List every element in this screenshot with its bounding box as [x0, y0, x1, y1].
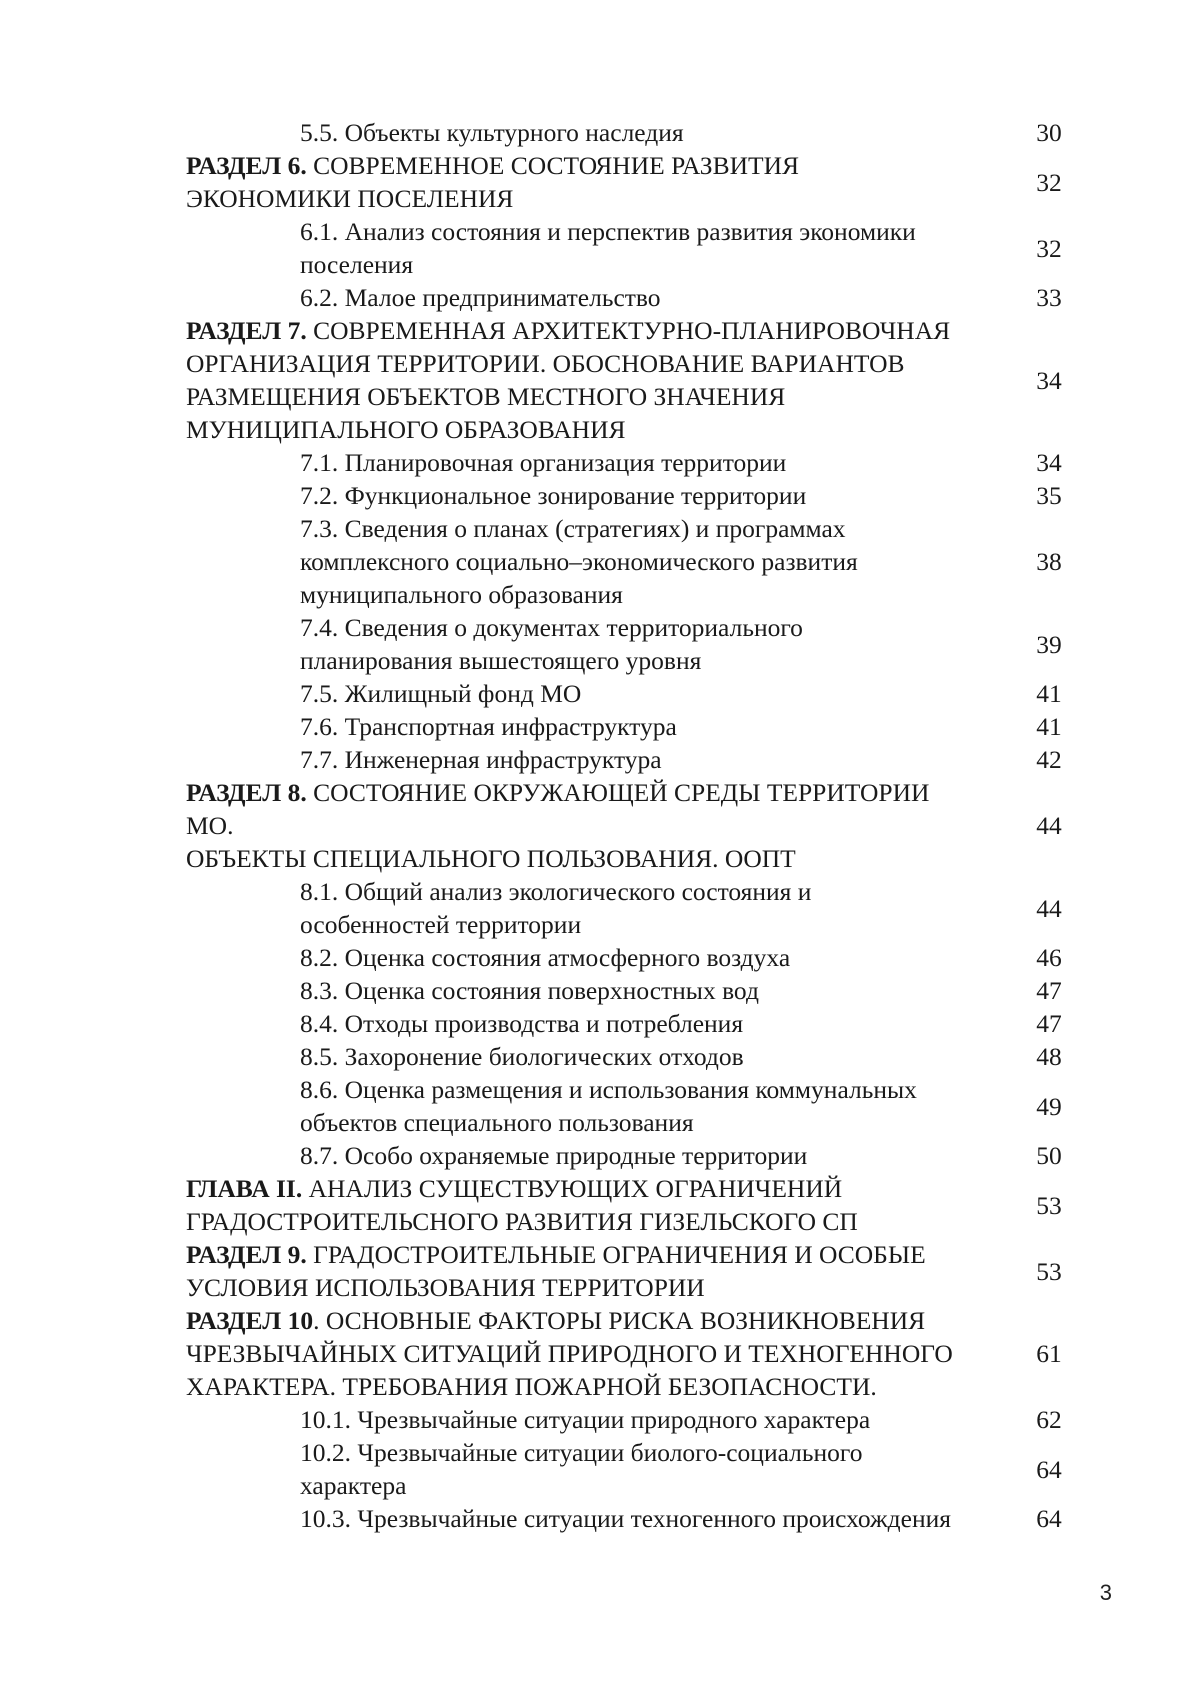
toc-entry-text: 8.3. Оценка состояния поверхностных вод — [300, 976, 759, 1005]
toc-entry-title — [186, 116, 972, 149]
toc-entry-text: 8.6. Оценка размещения и использования коммунальных объектов специального пользования — [300, 1075, 917, 1137]
toc-section-row — [186, 1172, 1086, 1238]
toc-entry-title — [186, 512, 972, 611]
toc-entry-page: 64 — [1036, 1454, 1062, 1484]
toc-entry-text: СОСТОЯНИЕ ОКРУЖАЮЩЕЙ СРЕДЫ ТЕРРИТОРИИ МО. ОБЪЕКТЫ СПЕЦИАЛЬНОГО ПОЛЬЗОВАНИЯ. ООПТ — [186, 778, 930, 873]
toc-entry-page: 53 — [1036, 1190, 1062, 1220]
toc-entry-page: 33 — [1036, 283, 1062, 312]
toc-subsection-row — [186, 941, 1086, 974]
toc-entry-title — [186, 1040, 972, 1073]
toc-subsection-row — [186, 446, 1086, 479]
toc-entry-title — [186, 446, 972, 479]
toc-entry-text: 7.7. Инженерная инфраструктура — [300, 745, 662, 774]
toc-entry-page: 41 — [1036, 712, 1062, 741]
toc-entry-page: 61 — [1036, 1339, 1062, 1368]
toc-entry-page: 34 — [1036, 365, 1062, 395]
toc-entry-text: 5.5. Объекты культурного наследия — [300, 118, 684, 147]
toc-subsection-row — [186, 611, 1086, 677]
toc-entry-page: 30 — [1036, 118, 1062, 147]
toc-entry-title — [186, 941, 972, 974]
toc-entry-title — [186, 149, 972, 215]
toc-entry-text: 7.5. Жилищный фонд МО — [300, 679, 582, 708]
toc-entry-text: 7.6. Транспортная инфраструктура — [300, 712, 677, 741]
toc-entry-text: 8.5. Захоронение биологических отходов — [300, 1042, 744, 1071]
toc-entry-title — [186, 1073, 972, 1139]
toc-entry-text: СОВРЕМЕННАЯ АРХИТЕКТУРНО-ПЛАНИРОВОЧНАЯ ОРГАНИЗАЦИЯ ТЕРРИТОРИИ. ОБОСНОВАНИЕ ВАРИАНТОВ РАЗМЕЩЕНИЯ ОБЪЕКТОВ МЕСТНОГО ЗНАЧЕНИЯ МУНИЦИПАЛЬНОГО ОБРАЗОВАНИЯ — [186, 316, 951, 444]
toc-subsection-row — [186, 1040, 1086, 1073]
toc-entry-label: ГЛАВА II. — [186, 1174, 303, 1203]
toc-entry-page: 38 — [1036, 547, 1062, 576]
toc-entry-title — [186, 974, 972, 1007]
toc-section-row — [186, 1304, 1086, 1403]
toc-entry-page: 53 — [1036, 1256, 1062, 1286]
toc-entry-title — [186, 1436, 972, 1502]
toc-section-row — [186, 776, 1086, 875]
toc-entry-page: 46 — [1036, 943, 1062, 972]
toc-subsection-row — [186, 512, 1086, 611]
toc-entry-text: 8.4. Отходы производства и потребления — [300, 1009, 744, 1038]
toc-entry-page: 34 — [1036, 448, 1062, 477]
toc-entry-page: 44 — [1036, 811, 1062, 840]
toc-subsection-row — [186, 281, 1086, 314]
toc-section-row — [186, 149, 1086, 215]
toc-subsection-row — [186, 875, 1086, 941]
toc-subsection-row — [186, 1073, 1086, 1139]
toc-entry-title — [186, 1403, 972, 1436]
toc-subsection-row — [186, 974, 1086, 1007]
table-of-contents — [186, 116, 1086, 1535]
toc-entry-title — [186, 1007, 972, 1040]
toc-entry-page: 41 — [1036, 679, 1062, 708]
toc-entry-page: 47 — [1036, 976, 1062, 1005]
toc-subsection-row — [186, 677, 1086, 710]
toc-entry-text: ГРАДОСТРОИТЕЛЬНЫЕ ОГРАНИЧЕНИЯ И ОСОБЫЕ УСЛОВИЯ ИСПОЛЬЗОВАНИЯ ТЕРРИТОРИИ — [186, 1240, 926, 1302]
toc-section-row — [186, 1238, 1086, 1304]
toc-entry-title — [186, 611, 972, 677]
toc-entry-page: 50 — [1036, 1141, 1062, 1170]
toc-subsection-row — [186, 1436, 1086, 1502]
toc-entry-page: 47 — [1036, 1009, 1062, 1038]
toc-subsection-row — [186, 710, 1086, 743]
toc-entry-text: 6.2. Малое предпринимательство — [300, 283, 661, 312]
toc-entry-text: 10.1. Чрезвычайные ситуации природного характера — [300, 1405, 871, 1434]
toc-entry-text: 7.4. Сведения о документах территориального планирования вышестоящего уровня — [300, 613, 803, 675]
toc-entry-label: РАЗДЕЛ 9. — [186, 1240, 307, 1269]
toc-entry-page: 48 — [1036, 1042, 1062, 1071]
toc-entry-page: 35 — [1036, 481, 1062, 510]
toc-subsection-row — [186, 479, 1086, 512]
toc-subsection-row — [186, 116, 1086, 149]
toc-entry-text: 7.3. Сведения о планах (стратегиях) и программах комплексного социально–экономического развития муниципального образования — [300, 514, 858, 609]
toc-entry-label: РАЗДЕЛ 7. — [186, 316, 307, 345]
toc-subsection-row — [186, 743, 1086, 776]
toc-entry-text: 7.2. Функциональное зонирование территории — [300, 481, 807, 510]
toc-entry-label: РАЗДЕЛ 8. — [186, 778, 307, 807]
toc-entry-text: 10.3. Чрезвычайные ситуации техногенного происхождения — [300, 1504, 951, 1533]
toc-section-row — [186, 314, 1086, 446]
toc-subsection-row — [186, 1502, 1086, 1535]
toc-entry-title — [186, 479, 972, 512]
toc-entry-page: 44 — [1036, 893, 1062, 923]
toc-entry-title — [186, 314, 972, 446]
toc-entry-text: 6.1. Анализ состояния и перспектив развития экономики поселения — [300, 217, 916, 279]
toc-subsection-row — [186, 215, 1086, 281]
toc-entry-page: 32 — [1036, 233, 1062, 263]
page-number: 3 — [1099, 1580, 1112, 1605]
toc-entry-title — [186, 281, 972, 314]
toc-entry-text: 7.1. Планировочная организация территории — [300, 448, 787, 477]
toc-entry-title — [186, 1304, 972, 1403]
toc-body — [186, 116, 1086, 1535]
toc-entry-title — [186, 875, 972, 941]
toc-entry-text: АНАЛИЗ СУЩЕСТВУЮЩИХ ОГРАНИЧЕНИЙ ГРАДОСТРОИТЕЛЬСНОГО РАЗВИТИЯ ГИЗЕЛЬСКОГО СП — [186, 1174, 858, 1236]
toc-entry-label: РАЗДЕЛ 10 — [186, 1306, 314, 1335]
toc-entry-page: 62 — [1036, 1405, 1062, 1434]
toc-entry-title — [186, 743, 972, 776]
toc-entry-title — [186, 1139, 972, 1172]
toc-entry-page: 49 — [1036, 1091, 1062, 1121]
toc-entry-page: 39 — [1036, 629, 1062, 659]
toc-entry-text: . ОСНОВНЫЕ ФАКТОРЫ РИСКА ВОЗНИКНОВЕНИЯ ЧРЕЗВЫЧАЙНЫХ СИТУАЦИЙ ПРИРОДНОГО И ТЕХНОГЕННОГО ХАРАКТЕРА. ТРЕБОВАНИЯ ПОЖАРНОЙ БЕЗОПАСНОСТИ. — [186, 1306, 953, 1401]
toc-entry-page: 42 — [1036, 745, 1062, 774]
toc-entry-text: 8.2. Оценка состояния атмосферного воздуха — [300, 943, 791, 972]
toc-entry-text: 10.2. Чрезвычайные ситуации биолого-социального характера — [300, 1438, 863, 1500]
toc-entry-page: 64 — [1036, 1504, 1062, 1533]
toc-entry-text: СОВРЕМЕННОЕ СОСТОЯНИЕ РАЗВИТИЯ ЭКОНОМИКИ ПОСЕЛЕНИЯ — [186, 151, 799, 213]
toc-subsection-row — [186, 1403, 1086, 1436]
toc-entry-title — [186, 215, 972, 281]
toc-entry-title — [186, 776, 972, 875]
toc-subsection-row — [186, 1139, 1086, 1172]
toc-entry-title — [186, 677, 972, 710]
toc-entry-label: РАЗДЕЛ 6. — [186, 151, 307, 180]
toc-entry-title — [186, 710, 972, 743]
toc-entry-page: 32 — [1036, 167, 1062, 197]
toc-entry-title — [186, 1172, 972, 1238]
toc-subsection-row — [186, 1007, 1086, 1040]
toc-entry-title — [186, 1238, 972, 1304]
toc-entry-text: 8.7. Особо охраняемые природные территории — [300, 1141, 808, 1170]
toc-entry-title — [186, 1502, 972, 1535]
toc-entry-text: 8.1. Общий анализ экологического состояния и особенностей территории — [300, 877, 812, 939]
